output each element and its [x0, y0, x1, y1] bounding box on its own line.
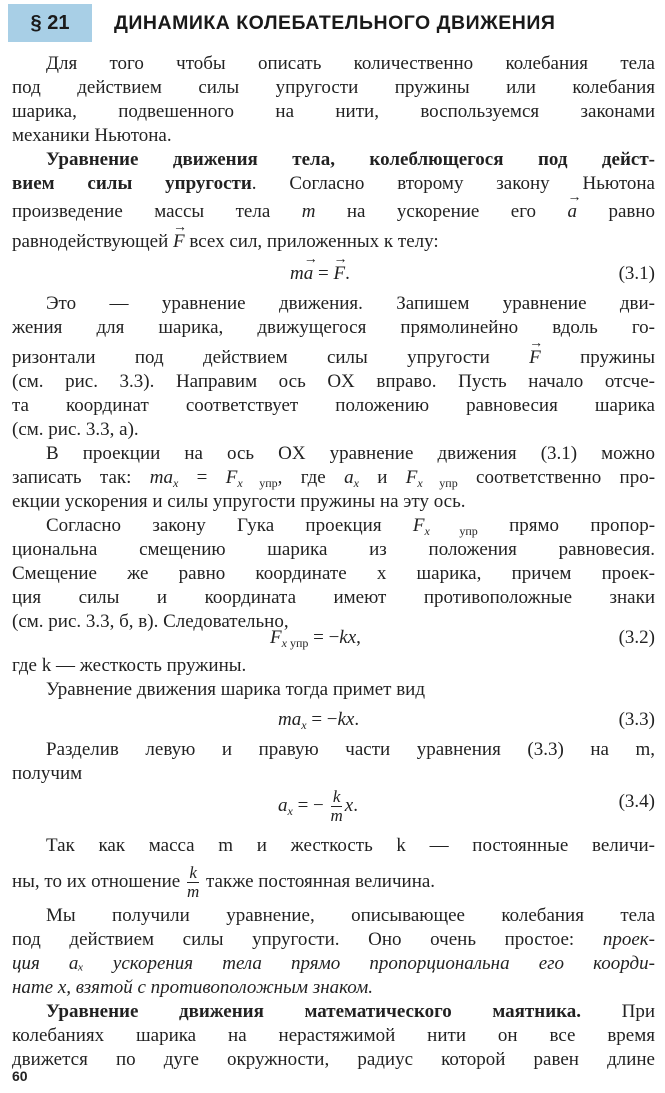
italic-text-line: ция aₓ ускорения тела прямо пропорциональна его коорди- — [12, 953, 655, 974]
text-line: Разделив левую и правую части уравнения (3.3) на m, — [46, 739, 655, 760]
text-line: В проекции на ось OX уравнение движения (3.1) можно — [46, 443, 655, 464]
text-line: Это — уравнение движения. Запишем уравнение дви- — [46, 293, 655, 314]
text-line: (см. рис. 3.3). Направим ось OX вправо. Пусть начало отсче- — [12, 371, 655, 392]
text-line: под действием силы упругости пружины или колебания — [12, 77, 655, 98]
text-line: вием силы упругости. Согласно второму закону Ньютона — [12, 173, 655, 194]
text-line: циональна смещению шарика из положения равновесия. — [12, 539, 655, 560]
text-line: Так как масса m и жесткость k — постоянные величи- — [46, 835, 655, 856]
text-line: та координат соответствует положению равновесия шарика — [12, 395, 655, 416]
text-line: жения для шарика, движущегося прямолинейно вдоль го- — [12, 317, 655, 338]
text-line: ризонтали под действием силы упругости → F пружины — [12, 346, 655, 370]
equation-3-1: m→ a = → F. — [290, 262, 350, 286]
text-line: механики Ньютона. — [12, 125, 172, 146]
equation-number: (3.1) — [618, 263, 655, 284]
text-line: (см. рис. 3.3, б, в). Следовательно, — [12, 611, 289, 632]
text-line: Для того чтобы описать количественно колебания тела — [46, 53, 655, 74]
text-line: под действием силы упругости. Оно очень простое: проек- — [12, 929, 656, 950]
section-header — [8, 4, 656, 42]
equation-number: (3.4) — [618, 791, 655, 812]
text-line: ция силы и координата имеют противоположные знаки — [12, 587, 655, 608]
section-title: ДИНАМИКА КОЛЕБАТЕЛЬНОГО ДВИЖЕНИЯ — [114, 11, 556, 34]
text-line: где k — жесткость пружины. — [12, 655, 247, 676]
equation-number: (3.3) — [618, 709, 655, 730]
text-line: движется по дуге окружности, радиус которой равен длине — [12, 1049, 655, 1070]
text-line: ны, то их отношение $\frac{k}{m}$ также постоянная величина. — [12, 863, 436, 901]
text-line: Уравнение движения шарика тогда примет вид — [46, 679, 426, 700]
section-number: § 21 — [8, 4, 92, 42]
equation-3-3: $ma_x = -kx$. — [278, 709, 360, 732]
text-line: екции ускорения и силы упругости пружины на эту ось. — [12, 491, 466, 512]
text-line: Согласно закону Гука проекция $F_{x упр}$ прямо пропор- — [46, 515, 656, 538]
page-number: 60 — [12, 1068, 28, 1084]
text-line: записать так: $ma_x = F_{x упр}$, где $a_x$ и $F_{x упр}$ соответственно про- — [12, 467, 656, 490]
text-line: произведение массы тела m на ускорение его → a равно — [12, 200, 655, 224]
equation-3-4: $a_x$ = − $\frac{k}{m}$ x. — [278, 787, 358, 825]
italic-text-line: нате x, взятой с противоположным знаком. — [12, 977, 373, 998]
text-line: Уравнение движения математического маятника. При — [46, 1001, 655, 1022]
equation-number: (3.2) — [618, 627, 655, 648]
text-line: равнодействующей → F всех сил, приложенных к телу: — [12, 230, 655, 254]
text-line: шарика, подвешенного на нити, воспользуемся законами — [12, 101, 655, 122]
text-line: получим — [12, 763, 83, 784]
text-line: (см. рис. 3.3, а). — [12, 419, 139, 440]
text-line: колебаниях шарика на нерастяжимой нити он все время — [12, 1025, 655, 1046]
text-line: Смещение же равно координате x шарика, причем проек- — [12, 563, 655, 584]
text-line: Мы получили уравнение, описывающее колебания тела — [46, 905, 655, 926]
equation-3-2: $F_{x упр} = -kx$, — [270, 627, 361, 650]
bold-heading-line: Уравнение движения тела, колеблющегося под дейст- — [46, 149, 655, 170]
